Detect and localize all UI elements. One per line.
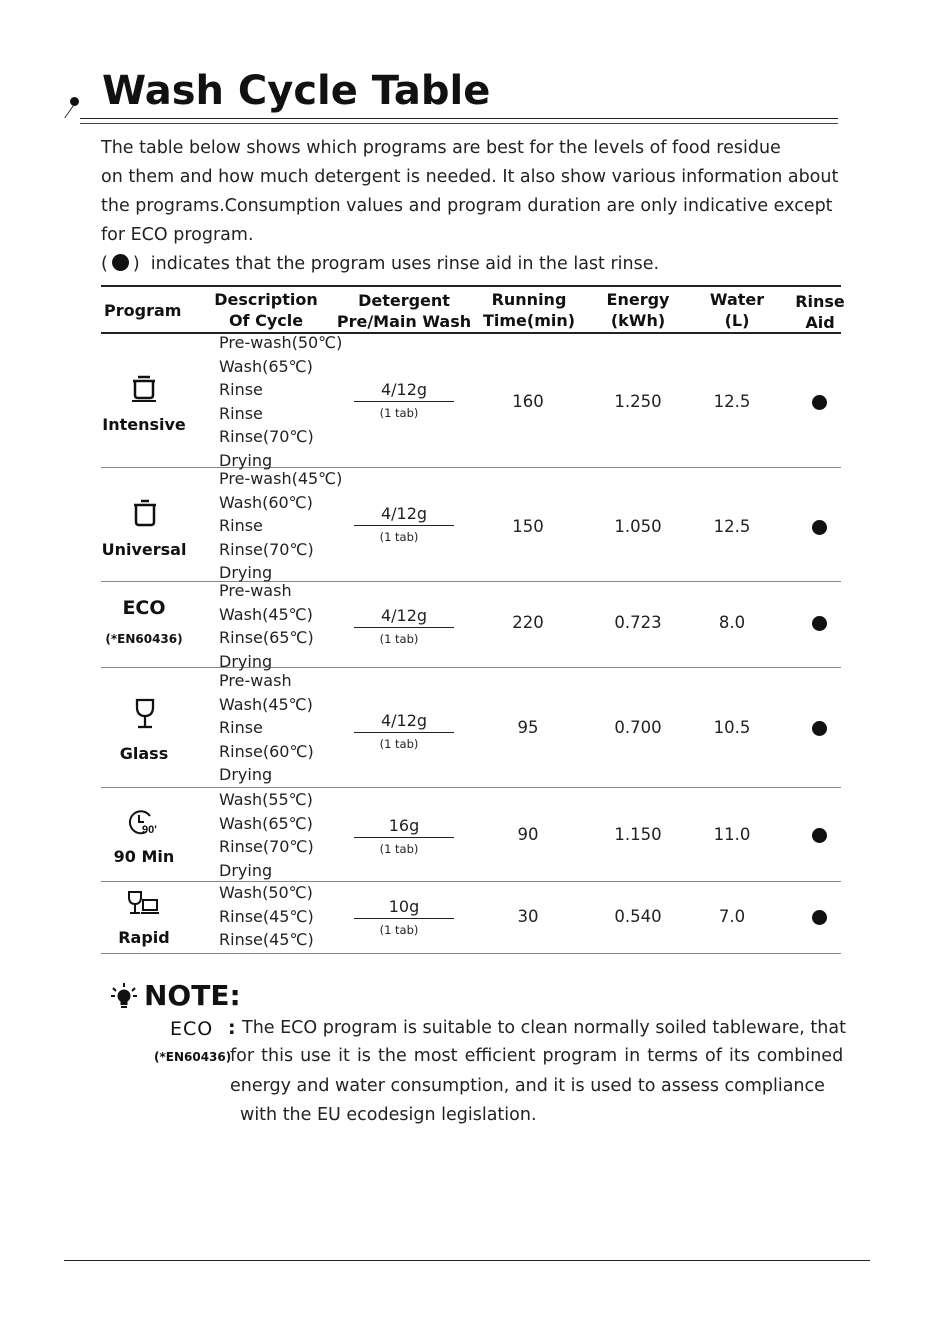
header-energy-line: (kWh): [610, 311, 666, 330]
detergent-amount: 16g: [388, 816, 420, 835]
rapid-glass-plate-icon: [127, 890, 161, 918]
rinse-aid-dot-icon: [812, 828, 827, 843]
header-running-line: Time(min): [482, 311, 576, 330]
cycle-step: Pre-wash: [219, 581, 292, 600]
detergent-amount: 4/12g: [380, 380, 428, 399]
header-rinse-aid: [790, 291, 850, 333]
rinse-aid-dot-icon: [812, 616, 827, 631]
water-value: 12.5: [713, 392, 751, 411]
cycle-step: Rinse(70℃): [219, 539, 314, 559]
footer-rule: [64, 1260, 870, 1261]
detergent-note: (1 tab): [379, 632, 419, 646]
energy-value: 0.700: [614, 718, 662, 737]
table-top-rule: [101, 285, 841, 287]
title-rule: [80, 118, 838, 119]
program-name-glass: Glass: [119, 744, 169, 763]
cycle-step: Rinse: [219, 516, 263, 535]
cycle-step: Wash(65℃): [219, 356, 313, 376]
detergent-underline: [354, 918, 454, 919]
energy-value: 1.250: [614, 392, 662, 411]
legend-line: [101, 250, 841, 279]
legend-close: ): [132, 254, 140, 274]
cycle-step: Rinse(60℃): [219, 741, 314, 761]
row-divider: [101, 467, 841, 468]
universal-pot-icon: [130, 498, 160, 528]
clock-90-icon: [126, 808, 166, 838]
header-description-line: Of Cycle: [228, 311, 304, 330]
water-value: 12.5: [713, 517, 751, 536]
detergent-note: (1 tab): [379, 842, 419, 856]
note-line: with the EU ecodesign legislation.: [240, 1105, 537, 1125]
header-water-line: Water: [709, 290, 765, 309]
note-title: NOTE:: [144, 979, 241, 1012]
cycle-step: Rinse(70℃): [219, 837, 314, 856]
cycle-step: Rinse(45℃): [219, 906, 314, 926]
header-water: [692, 289, 782, 331]
cycle-step: Wash(45℃): [219, 604, 313, 624]
running-time: 95: [517, 718, 539, 737]
note-colon: :: [228, 1017, 236, 1039]
cycle-step: Pre-wash(50℃): [219, 333, 343, 352]
cycle-step: Drying: [219, 860, 273, 880]
header-running: [474, 289, 584, 331]
header-rinse-line: Aid: [805, 313, 835, 332]
cycle-step: Pre-wash: [219, 671, 292, 690]
legend-text: indicates that the program uses rinse aid in the last rinse.: [150, 254, 660, 274]
cycle-step: Rinse(70℃): [219, 427, 314, 446]
cycle-step: Wash(55℃): [219, 790, 313, 809]
table-bottom-rule: [101, 953, 841, 954]
cycle-description: [219, 331, 342, 472]
header-rinse-line: Rinse: [795, 292, 845, 311]
program-standard-eco: (*EN60436): [105, 632, 183, 646]
detergent-amount: 10g: [388, 897, 420, 916]
cycle-step: Pre-wash(45℃): [219, 469, 343, 488]
intro-line: for ECO program.: [101, 225, 254, 245]
program-name-90min: 90 Min: [113, 847, 175, 866]
detergent-underline: [354, 732, 454, 733]
header-program: Program: [104, 301, 182, 320]
wine-glass-icon: [134, 697, 156, 731]
energy-value: 0.540: [614, 907, 662, 926]
cycle-step: Wash(65℃): [219, 813, 313, 833]
intro-line: the programs.Consumption values and program duration are only indicative except: [101, 196, 833, 216]
cycle-step: Rinse(45℃): [219, 930, 314, 949]
water-value: 11.0: [713, 825, 751, 844]
running-time: 30: [517, 907, 539, 926]
note-standard: (*EN60436): [154, 1050, 232, 1064]
cycle-step: Drying: [219, 651, 273, 671]
cycle-step: Wash(45℃): [219, 694, 313, 714]
clock-90-label: 90': [142, 824, 157, 836]
header-detergent-line: Pre/Main Wash: [336, 312, 472, 331]
header-running-line: Running: [491, 290, 567, 309]
lightbulb-icon: [110, 982, 138, 1012]
water-value: 8.0: [718, 613, 746, 632]
rinse-aid-dot-icon: [812, 910, 827, 925]
cycle-description: [219, 788, 314, 882]
intro-line: The table below shows which programs are best for the levels of food residue: [101, 138, 781, 158]
cycle-step: Drying: [219, 765, 273, 784]
rinse-aid-dot-icon: [812, 520, 827, 535]
intro-line: on them and how much detergent is needed. It also show various information about: [101, 167, 839, 187]
program-name-intensive: Intensive: [102, 415, 186, 434]
cycle-step: Drying: [219, 450, 273, 470]
program-name-universal: Universal: [101, 540, 187, 559]
detergent-underline: [354, 525, 454, 526]
detergent-note: (1 tab): [379, 406, 419, 420]
header-detergent-line: Detergent: [358, 291, 450, 310]
title-hook: [64, 104, 87, 118]
header-description: [205, 289, 327, 331]
intensive-pot-icon: [129, 373, 159, 403]
row-divider: [101, 581, 841, 582]
cycle-step: Rinse: [219, 380, 263, 399]
header-water-line: (L): [724, 311, 750, 330]
note-line: The ECO program is suitable to clean normally soiled tableware, that: [242, 1018, 846, 1038]
cycle-step: Wash(60℃): [219, 492, 313, 512]
header-detergent: [334, 290, 474, 332]
running-time: 150: [512, 517, 544, 536]
cycle-step: Rinse: [219, 718, 263, 737]
detergent-underline: [354, 837, 454, 838]
running-time: 160: [512, 392, 544, 411]
note-line: for this use it is the most efficient program in terms of its combined: [230, 1046, 844, 1066]
detergent-amount: 4/12g: [380, 711, 428, 730]
energy-value: 1.050: [614, 517, 662, 536]
table-header-rule: [101, 332, 841, 334]
detergent-note: (1 tab): [379, 737, 419, 751]
detergent-note: (1 tab): [379, 530, 419, 544]
row-divider: [101, 881, 841, 882]
header-energy-line: Energy: [606, 290, 670, 309]
running-time: 90: [517, 825, 539, 844]
cycle-description: [219, 881, 314, 952]
cycle-step: Drying: [219, 563, 273, 582]
title-rule-secondary: [80, 123, 838, 124]
note-eco-label: ECO: [170, 1018, 214, 1040]
detergent-amount: 4/12g: [380, 606, 428, 625]
cycle-step: Rinse(65℃): [219, 628, 314, 647]
row-divider: [101, 667, 841, 668]
rinse-aid-dot-icon: [812, 721, 827, 736]
row-divider: [101, 787, 841, 788]
detergent-underline: [354, 401, 454, 402]
page-title: Wash Cycle Table: [102, 68, 491, 114]
program-name-rapid: Rapid: [118, 928, 170, 947]
cycle-description: [219, 669, 314, 787]
header-description-line: Description: [214, 290, 318, 309]
detergent-underline: [354, 627, 454, 628]
detergent-amount: 4/12g: [380, 504, 428, 523]
cycle-description: [219, 579, 314, 673]
running-time: 220: [512, 613, 544, 632]
cycle-step: Wash(50℃): [219, 883, 313, 902]
note-line: energy and water consumption, and it is used to assess compliance: [230, 1076, 825, 1096]
rinse-aid-dot-icon: [812, 395, 827, 410]
cycle-step: Rinse: [219, 403, 263, 423]
intro-text: [101, 134, 841, 279]
rinse-aid-dot-icon: [112, 254, 129, 271]
header-energy: [592, 289, 684, 331]
water-value: 10.5: [713, 718, 751, 737]
cycle-description: [219, 467, 342, 585]
energy-value: 1.150: [614, 825, 662, 844]
water-value: 7.0: [718, 907, 746, 926]
energy-value: 0.723: [614, 613, 662, 632]
program-name-eco: ECO: [122, 597, 166, 619]
legend-open: (: [101, 254, 108, 274]
detergent-note: (1 tab): [379, 923, 419, 937]
